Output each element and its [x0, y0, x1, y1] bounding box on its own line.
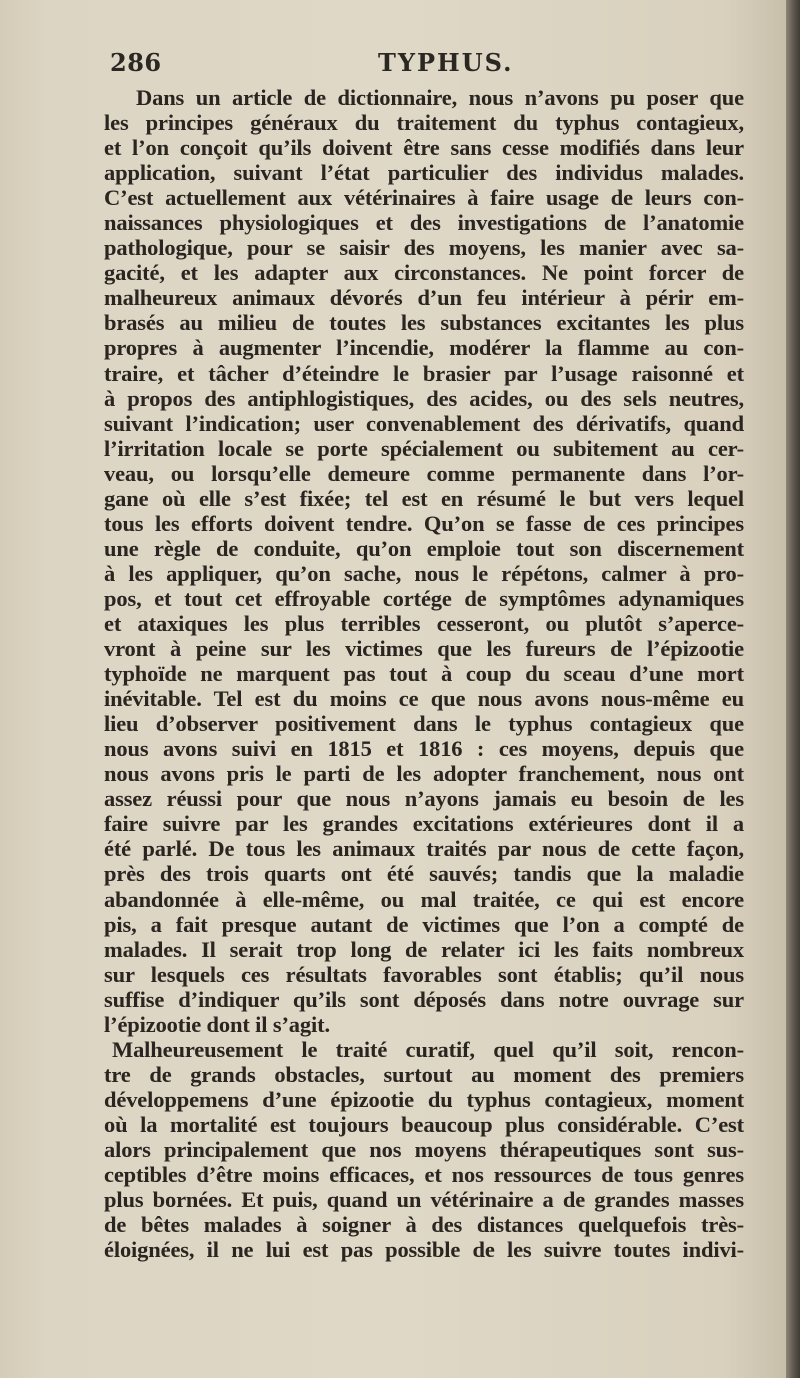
text-line: veau, ou lorsqu’elle demeure comme permanente dans l’or- [104, 460, 744, 486]
text-line: près des trois quarts ont été sauvés; tandis que la maladie [104, 861, 744, 887]
paragraph-1 [104, 85, 744, 1037]
text-line: ceptibles d’être moins efficaces, et nos ressources de tous genres [104, 1162, 744, 1188]
text-line: été parlé. De tous les animaux traités par nous de cette façon, [104, 836, 744, 862]
text-line: abandonnée à elle-même, ou mal traitée, ce qui est encore [104, 886, 744, 912]
text-line: inévitable. Tel est du moins ce que nous avons nous-même eu [104, 686, 744, 712]
paragraph-2 [104, 1037, 744, 1262]
text-line: pathologique, pour se saisir des moyens, les manier avec sa- [104, 235, 744, 261]
text-line: éloignées, il ne lui est pas possible de les suivre toutes indivi- [104, 1237, 744, 1263]
text-line: C’est actuellement aux vétérinaires à faire usage de leurs con- [104, 185, 744, 211]
text-line: l’épizootie dont il s’agit. [104, 1011, 330, 1037]
text-line: les principes généraux du traitement du typhus contagieux, [104, 110, 744, 136]
text-line: à propos des antiphlogistiques, des acides, ou des sels neutres, [104, 385, 744, 411]
text-line: naissances physiologiques et des investigations de l’anatomie [104, 210, 744, 236]
text-line: pis, a fait presque autant de victimes que l’on a compté de [104, 911, 744, 937]
text-line: vront à peine sur les victimes que les fureurs de l’épizootie [104, 636, 744, 662]
text-line: l’irritation locale se porte spécialement ou subitement au cer- [104, 435, 744, 461]
text-line: suivant l’indication; user convenablement des dérivatifs, quand [104, 410, 744, 436]
text-line: faire suivre par les grandes excitations extérieures dont il a [104, 811, 744, 837]
text-line: sur lesquels ces résultats favorables sont établis; qu’il nous [104, 961, 744, 987]
text-line: malheureux animaux dévorés d’un feu intérieur à périr em- [104, 285, 744, 311]
text-line: une règle de conduite, qu’on emploie tout son discernement [104, 535, 744, 561]
page-header [110, 48, 740, 82]
text-line: malades. Il serait trop long de relater ici les faits nombreux [104, 936, 744, 962]
text-line: nous avons suivi en 1815 et 1816 : ces moyens, depuis que [104, 736, 744, 762]
text-line: nous avons pris le parti de les adopter franchement, nous ont [104, 761, 744, 787]
text-line: suffise d’indiquer qu’ils sont déposés dans notre ouvrage sur [104, 986, 744, 1012]
text-line: lieu d’observer positivement dans le typhus contagieux que [104, 711, 744, 737]
running-title: TYPHUS. [378, 48, 514, 77]
text-line: propres à augmenter l’incendie, modérer la flamme au con- [104, 335, 744, 361]
text-line: et l’on conçoit qu’ils doivent être sans cesse modifiés dans leur [104, 135, 744, 161]
text-line: à les appliquer, qu’on sache, nous le répétons, calmer à pro- [104, 560, 744, 586]
text-line: gacité, et les adapter aux circonstances. Ne point forcer de [104, 260, 744, 286]
text-line: assez réussi pour que nous n’ayons jamais eu besoin de les [104, 786, 744, 812]
page-number: 286 [110, 48, 162, 77]
text-line: tous les efforts doivent tendre. Qu’on se fasse de ces principes [104, 510, 744, 536]
text-line: alors principalement que nos moyens thérapeutiques sont sus- [104, 1136, 744, 1162]
text-line: gane où elle s’est fixée; tel est en résumé le but vers lequel [104, 485, 744, 511]
page-edge-shadow [786, 0, 800, 1378]
text-line: plus bornées. Et puis, quand un vétérinaire a de grandes masses [104, 1187, 744, 1213]
text-line: brasés au milieu de toutes les substances excitantes les plus [104, 310, 744, 336]
text-line: pos, et tout cet effroyable cortége de symptômes adynamiques [104, 585, 744, 611]
text-line: typhoïde ne marquent pas tout à coup du sceau d’une mort [104, 661, 744, 687]
text-line: tre de grands obstacles, surtout au moment des premiers [104, 1061, 744, 1087]
text-line: Malheureusement le traité curatif, quel qu’il soit, rencon- [112, 1036, 744, 1062]
text-line: développemens d’une épizootie du typhus contagieux, moment [104, 1086, 744, 1112]
text-line: Dans un article de dictionnaire, nous n’avons pu poser que [136, 85, 744, 110]
body-text [104, 85, 744, 1262]
text-line: traire, et tâcher d’éteindre le brasier par l’usage raisonné et [104, 360, 744, 386]
text-line: où la mortalité est toujours beaucoup plus considérable. C’est [104, 1111, 744, 1137]
text-line: de bêtes malades à soigner à des distances quelquefois très- [104, 1212, 744, 1238]
text-line: et ataxiques les plus terribles cesseront, ou plutôt s’aperce- [104, 610, 744, 636]
text-line: application, suivant l’état particulier des individus malades. [104, 160, 744, 186]
